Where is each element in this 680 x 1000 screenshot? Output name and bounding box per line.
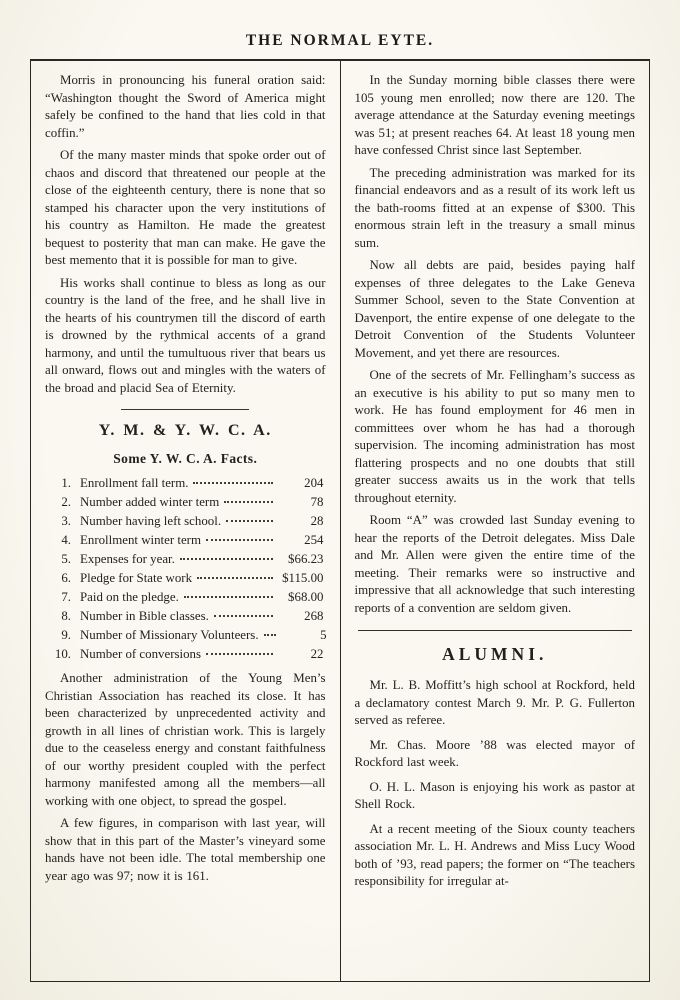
- fact-number: 7.: [61, 590, 71, 604]
- fact-row: [49, 512, 324, 530]
- dot-leader: [264, 634, 276, 636]
- dot-leader: [197, 577, 272, 579]
- fact-value: 28: [310, 514, 324, 528]
- fact-value: 5: [320, 628, 327, 642]
- fact-label: Number having left school.: [80, 514, 222, 528]
- paragraph: Mr. Chas. Moore ’88 was elected mayor of Rockford last week.: [354, 737, 635, 769]
- fact-row: [49, 626, 327, 644]
- fact-label: Enrollment winter term: [80, 533, 201, 547]
- fact-value: $66.23: [288, 552, 324, 566]
- fact-row: [49, 645, 324, 663]
- paragraph: At a recent meeting of the Sioux county teachers association Mr. L. H. Andrews and Miss Lucy Wood both of ’93, read papers; the former on “The teachers responsibility for irregular at-: [354, 821, 635, 888]
- fact-label: Pledge for State work: [80, 571, 193, 585]
- right-column: [341, 61, 650, 981]
- fact-row: [49, 493, 324, 511]
- fact-value: 254: [304, 533, 324, 547]
- fact-label: Enrollment fall term.: [80, 476, 189, 490]
- fact-row: [49, 531, 324, 549]
- fact-number: 4.: [61, 533, 71, 547]
- section-title-ymywca: Y. M. & Y. W. C. A.: [98, 422, 272, 439]
- fact-value: $115.00: [282, 571, 324, 585]
- dot-leader: [206, 653, 272, 655]
- fact-number: 3.: [61, 514, 71, 528]
- left-column: [31, 61, 341, 981]
- facts-list: [49, 474, 327, 663]
- fact-row: [49, 588, 324, 606]
- fact-value: $68.00: [288, 590, 324, 604]
- fact-number: 9.: [61, 628, 71, 642]
- dot-leader: [226, 520, 272, 522]
- dot-leader: [184, 596, 273, 598]
- paragraph: A few figures, in comparison with last year, will show that in this part of the Master’s vineyard some hands have not been idle. The total membership one year ago was 97; now it is 161.: [45, 816, 326, 883]
- fact-row: [49, 607, 324, 625]
- fact-number: 8.: [61, 609, 71, 623]
- fact-label: Number added winter term: [80, 495, 220, 509]
- fact-label: Number of Missionary Volunteers.: [80, 628, 259, 642]
- paragraph: Of the many master minds that spoke order out of chaos and discord that threatened our people at the close of the eighteenth century, there is none that so stamped his character upon the very institutions of his country as Hamilton. He made the greatest bequest to posterity that man can make. He gave the best memento that it is possible for man to give.: [45, 148, 326, 267]
- dot-leader: [214, 615, 273, 617]
- paragraph: One of the secrets of Mr. Fellingham’s success as an executive is his ability to put so many men to work. He has found employment for 46 men in committees over whom he has had a thorough supervision. The incoming administration has most flattering prospects and no one doubts that still greater success awaits us in the work that tells throughout eternity.: [354, 368, 635, 505]
- fact-row: [49, 550, 324, 568]
- fact-label: Number of conversions: [80, 647, 202, 661]
- fact-number: 10.: [54, 647, 71, 661]
- fact-value: 268: [304, 609, 324, 623]
- alumni-divider-rule: [358, 630, 633, 631]
- paragraph: His works shall continue to bless as long as our country is the land of the free, and he shall live in the hearts of his countrymen till the discord of earth is drowned by the rythmical accents of a grand harmony, and until the tumultuous river that bears us all onward, flows out and mingles with the waters of the broad and placid Sea of Eternity.: [45, 275, 326, 395]
- fact-number: 5.: [61, 552, 71, 566]
- paragraph: In the Sunday morning bible classes there were 105 young men enrolled; now there are 120. The average attendance at the Saturday evening meetings was 51; at present reaches 64. At least 18 young men have confessed Christ since last September.: [354, 73, 635, 157]
- fact-number: 1.: [61, 476, 71, 490]
- dot-leader: [193, 482, 272, 484]
- fact-number: 6.: [61, 571, 71, 585]
- paragraph: Room “A” was crowded last Sunday evening to hear the reports of the Detroit delegates. Miss Dale and Mr. Allen were given the entire time of the meeting. Their remarks were so instructive and impressive that all acknowledge that such interesting reports of a convention are seldom given.: [354, 513, 635, 615]
- paragraph: Morris in pronouncing his funeral oration said: “Washington thought the Sword of America might safely be confined to the hand that lies cold in that coffin.”: [45, 73, 326, 140]
- fact-label: Number in Bible classes.: [80, 609, 209, 623]
- fact-row: [49, 569, 324, 587]
- page-frame: [30, 59, 650, 982]
- fact-row: [49, 474, 324, 492]
- fact-value: 204: [304, 476, 324, 490]
- fact-value: 22: [310, 647, 324, 661]
- fact-value: 78: [310, 495, 324, 509]
- masthead-title: THE NORMAL EYTE.: [245, 32, 435, 49]
- dot-leader: [180, 558, 273, 560]
- paragraph: Now all debts are paid, besides paying half expenses of three delegates to the Lake Geneva Summer School, seven to the State Convention at Davenport, the entire expense of one delegate to the Detroit Convention of the Students Volunteer Movement, and yet there are resources.: [354, 258, 635, 360]
- fact-number: 2.: [61, 495, 71, 509]
- paragraph: Mr. L. B. Moffitt’s high school at Rockford, held a declamatory contest March 9. Mr. P. G. Fullerton served as referee.: [354, 678, 635, 727]
- paragraph: O. H. L. Mason is enjoying his work as pastor at Shell Rock.: [354, 779, 635, 811]
- fact-label: Paid on the pledge.: [80, 590, 179, 604]
- dot-leader: [206, 539, 273, 541]
- subsection-title-facts: Some Y. W. C. A. Facts.: [113, 451, 258, 466]
- section-divider-rule: [121, 409, 249, 410]
- dot-leader: [224, 501, 272, 503]
- fact-label: Expenses for year.: [80, 552, 175, 566]
- section-title-alumni: ALUMNI.: [442, 644, 548, 664]
- paragraph: Another administration of the Young Men’s Christian Association has reached its close. It has been characterized by unprecedented activity and growth in all lines of christian work. This is largely due to the ceaseless energy and constant faithfulness of our worthy president coupled with the perfect harmony manifested among all the members—all working with one object, to spread the gospel.: [45, 671, 326, 808]
- paragraph: The preceding administration was marked for its financial endeavors and as a result of its work left us the bath-rooms fitted at an expense of $300. This enormous strain left in the treasury a small minus sum.: [354, 165, 635, 250]
